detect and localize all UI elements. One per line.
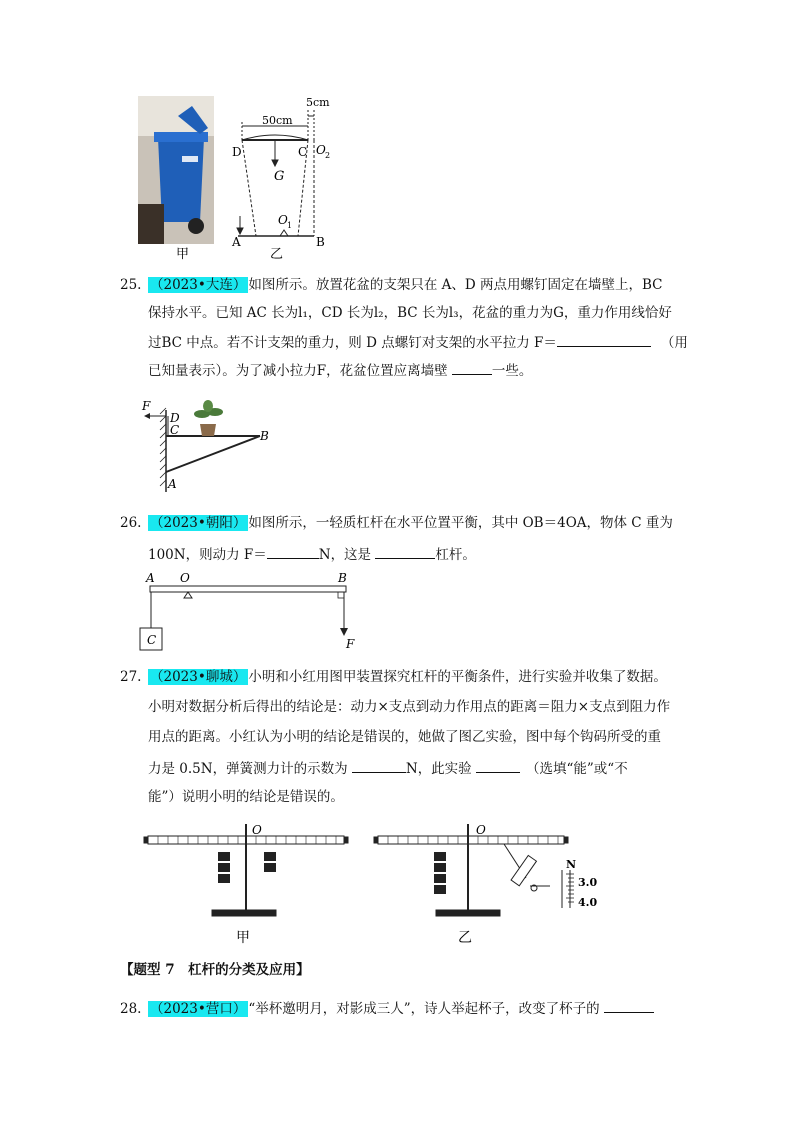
lever-experiment-figure bbox=[138, 812, 618, 946]
flowerpot-bracket-figure bbox=[138, 396, 278, 494]
caption-jia: 甲 bbox=[236, 930, 250, 946]
label-o1: O bbox=[278, 213, 288, 227]
q25-text-4a: 已知量表示）。为了减小拉力F，花盆位置应离墙壁 bbox=[148, 363, 452, 379]
q25-text-3b: （用 bbox=[660, 335, 688, 351]
q26-line1 bbox=[120, 514, 673, 532]
experiment-yi bbox=[374, 824, 577, 916]
lever-svg bbox=[138, 568, 368, 654]
q26-line2 bbox=[148, 544, 476, 564]
experiment-jia bbox=[144, 824, 348, 916]
weights-yi bbox=[434, 852, 446, 894]
q28-text-1: “举杯邀明月，对影成三人”，诗人举起杯子，改变了杯子的 bbox=[248, 1001, 604, 1017]
label-d: D bbox=[232, 145, 242, 159]
q25-text-1: 如图所示。放置花盆的支架只在 A、D 两点用螺钉固定在墙壁上，BC bbox=[248, 277, 663, 293]
label-b: B bbox=[260, 429, 269, 443]
label-3-0: 3.0 bbox=[578, 876, 598, 889]
dim-50cm: 50cm bbox=[262, 114, 293, 127]
section-heading: 【题型 7 杠杆的分类及应用】 bbox=[120, 962, 310, 978]
caption-jia: 甲 bbox=[176, 247, 190, 260]
q27-line3: 用点的距离。小红认为小明的结论是错误的，她做了图乙实验，图中每个钩码所受的重 bbox=[148, 729, 661, 745]
q27-number: 27. bbox=[120, 669, 142, 685]
q27-line4 bbox=[148, 758, 628, 778]
caption-yi: 乙 bbox=[270, 247, 284, 260]
q25-line3 bbox=[148, 332, 688, 352]
q25-source-tag: （2023•大连） bbox=[150, 277, 247, 293]
q27-line1 bbox=[120, 668, 667, 686]
q25-blank-force[interactable] bbox=[557, 332, 651, 347]
label-c: C bbox=[147, 633, 157, 647]
q27-line2: 小明对数据分析后得出的结论是：动力×支点到动力作用点的距离＝阻力×支点到阻力作 bbox=[148, 699, 671, 715]
q26-number: 26. bbox=[120, 515, 142, 531]
q25-line1 bbox=[120, 276, 662, 294]
q26-text-2c: 杠杆。 bbox=[435, 547, 476, 563]
label-f: F bbox=[346, 637, 355, 651]
label-4-0: 4.0 bbox=[578, 896, 598, 909]
label-a: A bbox=[168, 477, 177, 491]
q27-text-4a: 力是 0.5N，弹簧测力计的示数为 bbox=[148, 761, 352, 777]
q27-blank-can[interactable] bbox=[476, 758, 520, 773]
label-a: A bbox=[232, 235, 241, 249]
q25-line2: 保持水平。已知 AC 长为l₁，CD 长为l₂，BC 长为l₃，花盆的重力为G，重力作用线恰好 bbox=[148, 305, 672, 321]
q26-blank-lever-type[interactable] bbox=[375, 544, 435, 559]
label-g: G bbox=[274, 169, 285, 184]
weights-left bbox=[218, 852, 230, 883]
q25-text-4b: 一些。 bbox=[491, 363, 533, 379]
q26-text-1: 如图所示，一轻质杠杆在水平位置平衡，其中 OB＝4OA，物体 C 重为 bbox=[248, 515, 673, 531]
q25-number: 25. bbox=[120, 277, 142, 293]
caption-yi: 乙 bbox=[458, 930, 472, 946]
label-d: D bbox=[170, 411, 180, 425]
q25-blank-position[interactable] bbox=[452, 360, 492, 375]
q26-text-2b: N，这是 bbox=[318, 547, 376, 563]
q25-line4 bbox=[148, 360, 532, 380]
trash-can-figure bbox=[138, 96, 358, 260]
bin-body bbox=[158, 138, 204, 222]
q27-text-4c: （选填“能”或“不 bbox=[525, 761, 628, 777]
trash-can-svg bbox=[138, 96, 358, 260]
label-o: O bbox=[180, 571, 190, 585]
label-a: A bbox=[146, 571, 155, 585]
q27-line5: 能”）说明小明的结论是错误的。 bbox=[148, 789, 344, 805]
q27-text-1: 小明和小红用图甲装置探究杠杆的平衡条件，进行实验并收集了数据。 bbox=[248, 669, 667, 685]
bracket-svg bbox=[138, 396, 278, 494]
q26-blank-force[interactable] bbox=[267, 544, 319, 559]
q26-source-tag: （2023•朝阳） bbox=[150, 515, 247, 531]
q28-blank[interactable] bbox=[604, 998, 654, 1013]
q27-source-tag: （2023•聊城） bbox=[150, 669, 247, 685]
label-o2-sub: 2 bbox=[325, 151, 331, 160]
lever-experiment-svg bbox=[138, 812, 618, 946]
label-o2: O bbox=[316, 143, 326, 157]
q26-text-2a: 100N，则动力 F＝ bbox=[148, 547, 267, 563]
q27-blank-reading[interactable] bbox=[352, 758, 406, 773]
q28-source-tag: （2023•营口） bbox=[150, 1001, 247, 1017]
q28-number: 28. bbox=[120, 1001, 142, 1017]
label-o1-sub: 1 bbox=[287, 221, 293, 230]
label-c: C bbox=[298, 145, 308, 159]
flowerpot bbox=[200, 424, 216, 436]
q25-text-3a: 过BC 中点。若不计支架的重力，则 D 点螺钉对支架的水平拉力 F＝ bbox=[148, 335, 557, 351]
label-b: B bbox=[316, 235, 325, 249]
weights-right bbox=[264, 852, 276, 872]
q28-line1 bbox=[120, 998, 654, 1018]
label-o-right: O bbox=[476, 823, 486, 837]
lever-figure bbox=[138, 568, 368, 654]
q27-text-4b: N，此实验 bbox=[405, 761, 476, 777]
label-o-left: O bbox=[252, 823, 262, 837]
label-c: C bbox=[170, 423, 180, 437]
label-b: B bbox=[338, 571, 347, 585]
label-n: N bbox=[566, 858, 577, 871]
label-f: F bbox=[142, 399, 151, 413]
dim-5cm: 5cm bbox=[306, 96, 330, 109]
